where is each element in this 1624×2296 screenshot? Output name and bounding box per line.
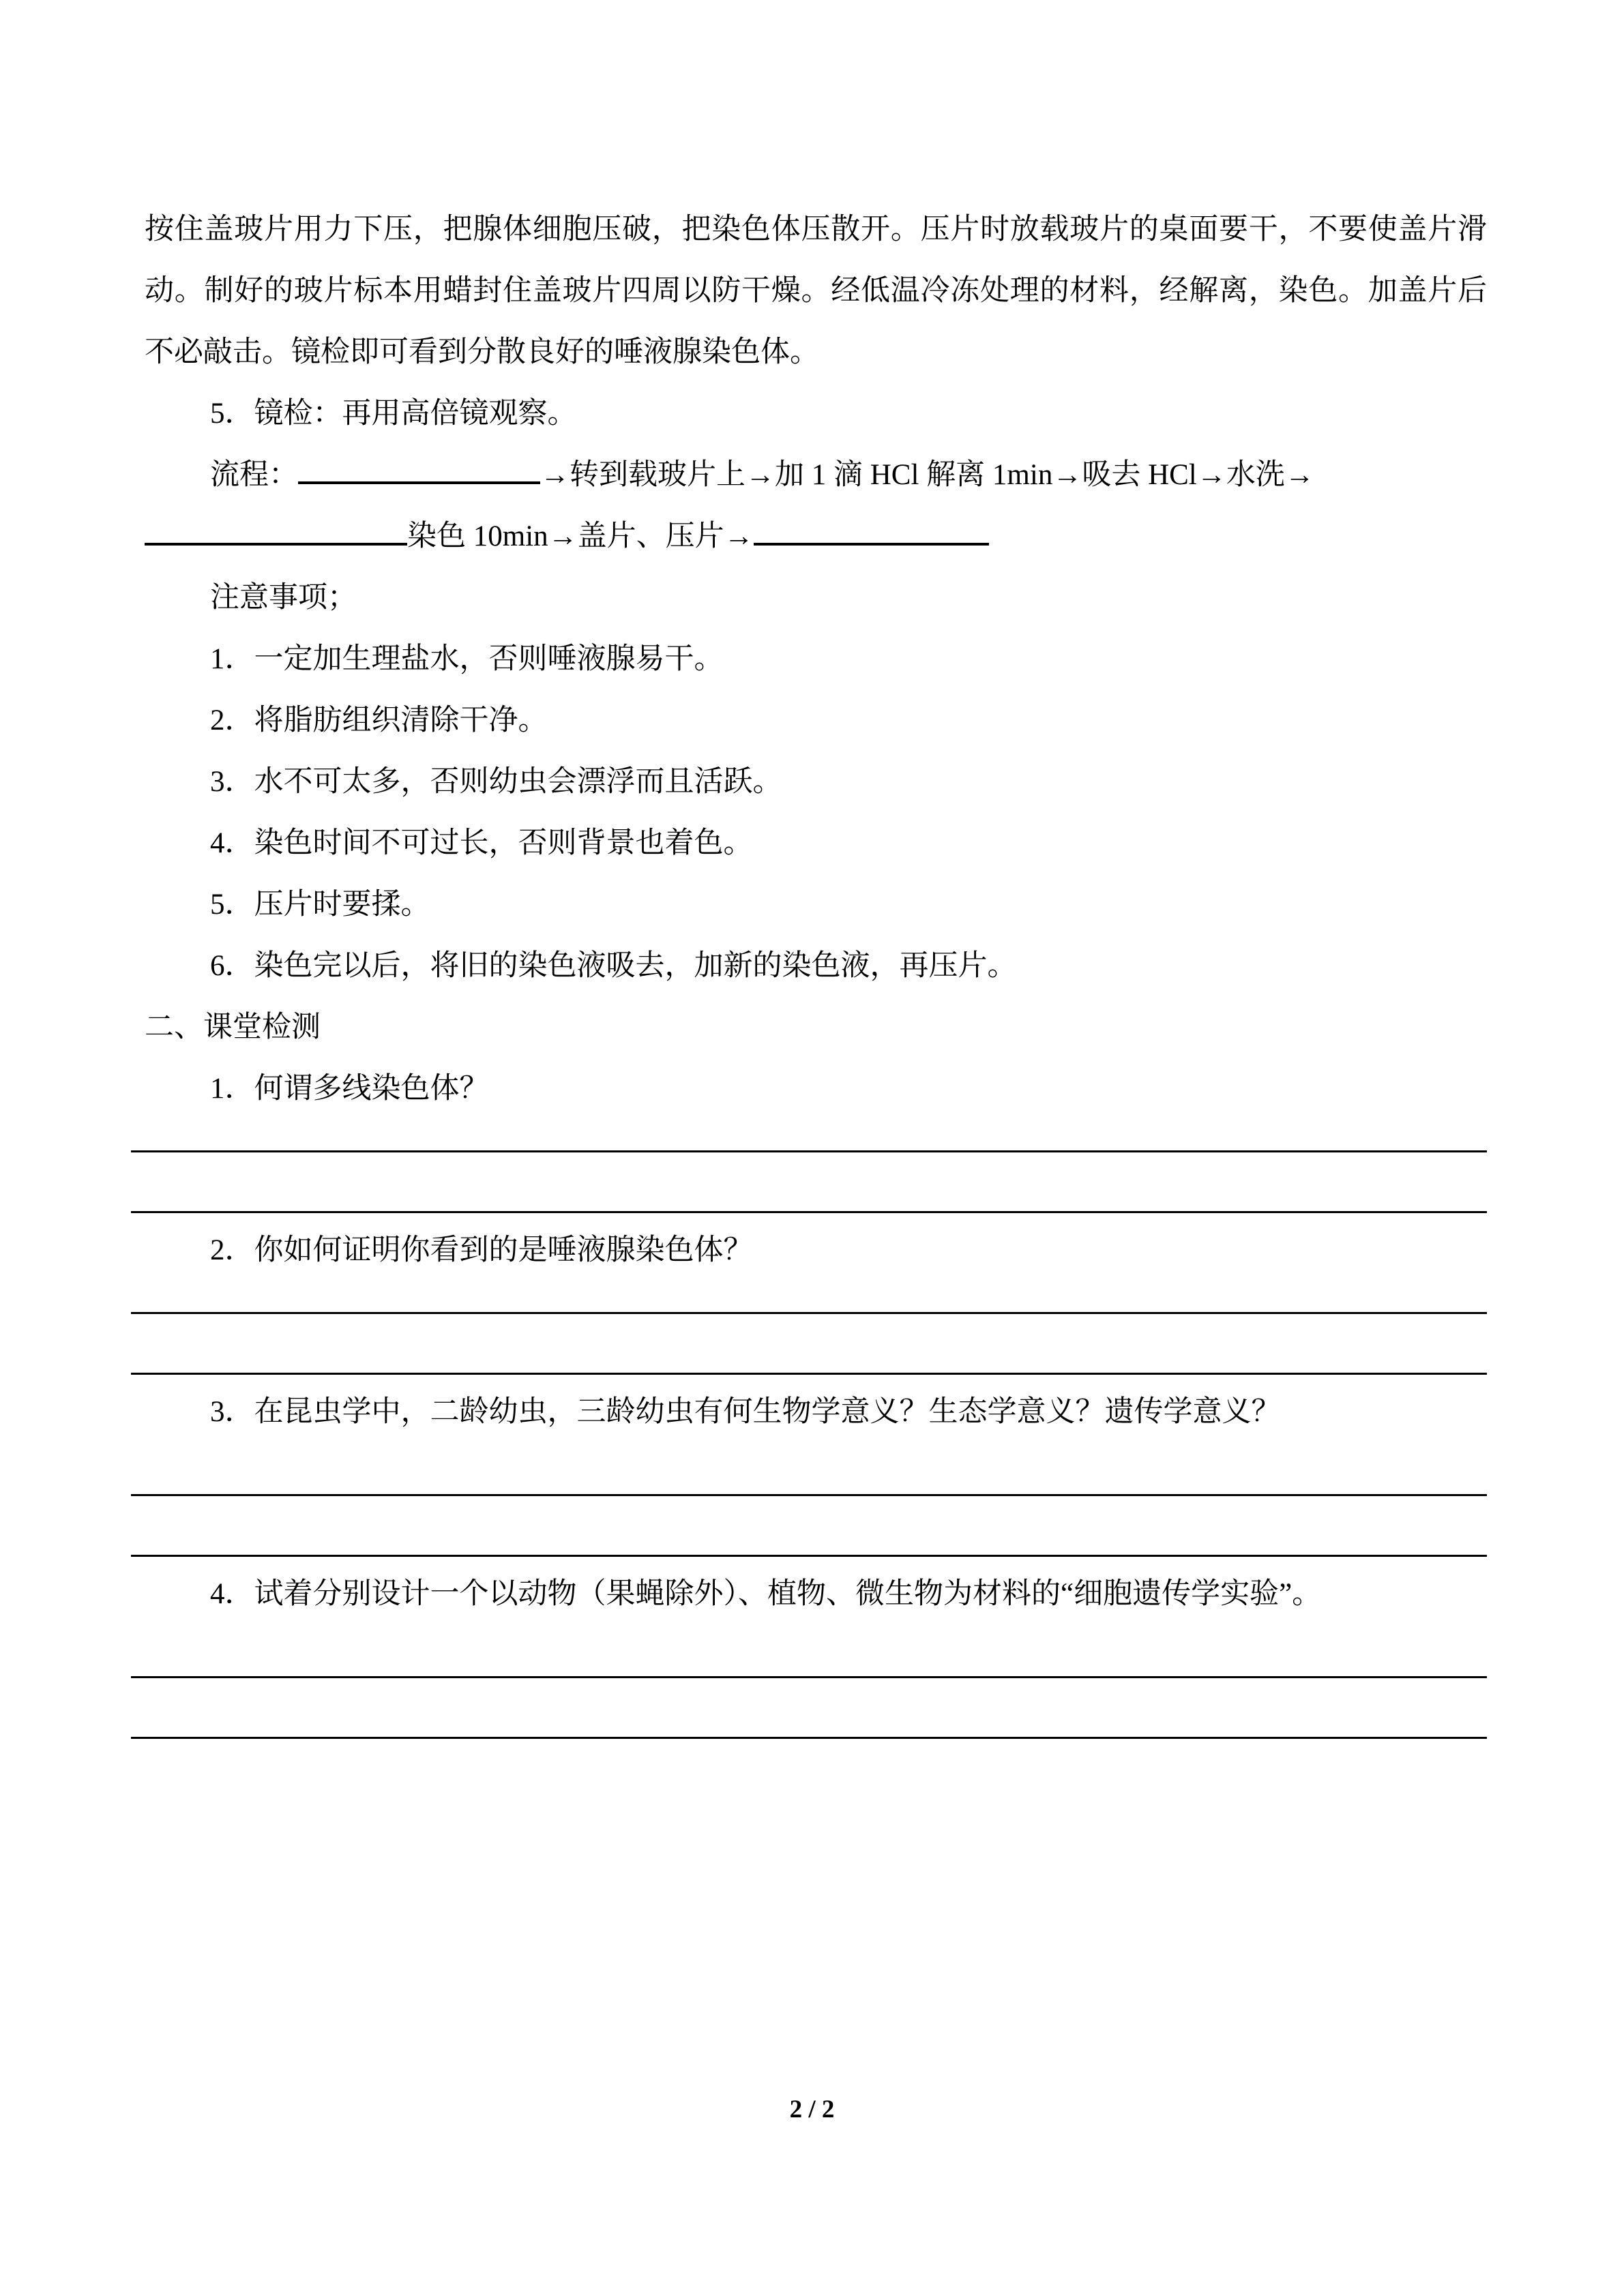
note-item: 6．染色完以后，将旧的染色液吸去，加新的染色液，再压片。	[210, 950, 1017, 982]
question-text: 4．试着分别设计一个以动物（果蝇除外）、植物、微生物为材料的“细胞遗传学实验”。	[210, 1578, 1322, 1610]
fill-in-blank	[145, 511, 407, 546]
answer-line	[131, 1737, 1487, 1739]
note-item: 3．水不可太多，否则幼虫会漂浮而且活跃。	[210, 766, 782, 798]
flow-text-2: 染色 10min→盖片、压片→	[407, 520, 754, 552]
fill-in-blank	[754, 511, 989, 546]
step-item-5: 5．镜检：再用高倍镜观察。	[210, 398, 577, 430]
flow-line-2	[145, 506, 1487, 567]
note-item: 5．压片时要揉。	[210, 889, 430, 921]
answer-line	[131, 1555, 1487, 1557]
flow-line-1	[145, 445, 1487, 506]
note-item: 1．一定加生理盐水，否则唾液腺易干。	[210, 643, 724, 675]
question-text: 1．何谓多线染色体？	[210, 1073, 489, 1105]
answer-line	[131, 1312, 1487, 1314]
question-text: 3．在昆虫学中，二龄幼虫，三龄幼虫有何生物学意义？生态学意义？遗传学意义？	[210, 1396, 1281, 1428]
page-number: 2 / 2	[789, 2096, 835, 2123]
note-item: 2．将脂肪组织清除干净。	[210, 704, 548, 736]
body-paragraph: 按住盖玻片用力下压，把腺体细胞压破，把染色体压散开。压片时放载玻片的桌面要干，不要使盖片滑动。制好的玻片标本用蜡封住盖玻片四周以防干燥。经低温冷冻处理的材料，经解离，染色。加盖片后不必敲击。镜检即可看到分散良好的唾液腺染色体。	[145, 213, 1487, 368]
notes-title: 注意事项；	[210, 582, 357, 614]
note-item: 4．染色时间不可过长，否则背景也着色。	[210, 827, 753, 859]
fill-in-blank	[298, 450, 540, 484]
answer-line	[131, 1373, 1487, 1375]
answer-line	[131, 1494, 1487, 1496]
flow-label: 流程：	[210, 459, 298, 491]
flow-text-1: →转到载玻片上→加 1 滴 HCl 解离 1min→吸去 HCl→水洗→	[540, 459, 1314, 491]
document-content	[145, 199, 1487, 1739]
answer-line	[131, 1150, 1487, 1152]
section-title: 二、课堂检测	[145, 1011, 321, 1043]
question-text: 2．你如何证明你看到的是唾液腺染色体？	[210, 1234, 753, 1266]
answer-line	[131, 1211, 1487, 1213]
answer-line	[131, 1676, 1487, 1678]
